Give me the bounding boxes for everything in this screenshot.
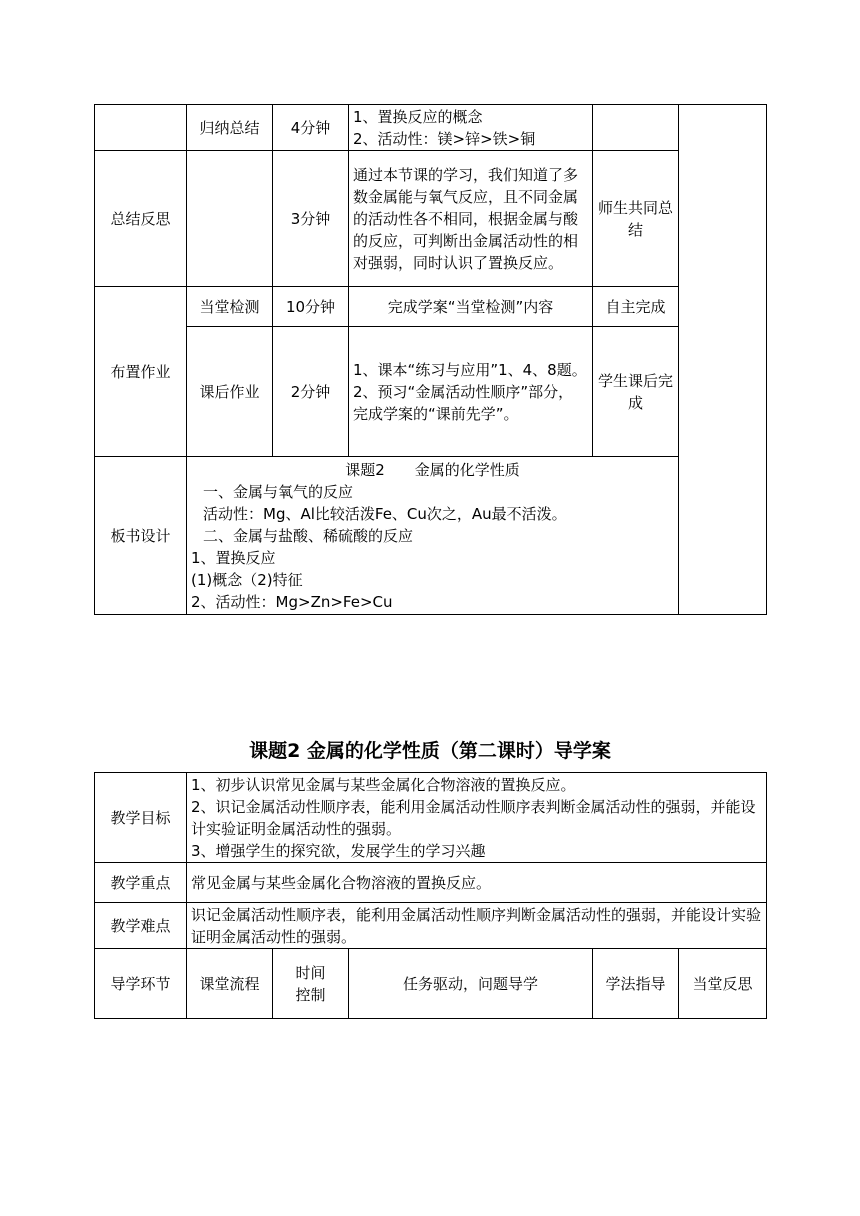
board-line: 1、置换反应 xyxy=(191,548,276,567)
difficulty-label: 教学难点 xyxy=(95,903,187,949)
time-cell: 3分钟 xyxy=(273,151,349,287)
header-cell: 学法指导 xyxy=(593,949,679,1019)
content-cell xyxy=(349,327,593,457)
table-cell xyxy=(95,105,187,151)
stage-cell: 归纳总结 xyxy=(187,105,273,151)
table-row xyxy=(95,457,767,615)
table-cell xyxy=(187,151,273,287)
board-line: (1)概念（2)特征 xyxy=(191,570,303,589)
board-line: 活动性：Mg、Al比较活泼Fe、Cu次之，Au最不活泼。 xyxy=(203,504,567,523)
board-line: 一、金属与氧气的反应 xyxy=(203,482,354,501)
content-text: 通过本节课的学习，我们知道了多数金属能与氧气反应，且不同金属的活动性各不相同，根据金属与酸的反应，可判断出金属活动性的相对强弱，同时认识了置换反应。 xyxy=(353,165,579,272)
content-cell: 完成学案“当堂检测”内容 xyxy=(349,287,593,327)
table-row xyxy=(95,151,767,287)
content-line: 2、预习“金属活动性顺序”部分，完成学案的“课前先学”。 xyxy=(353,382,574,423)
header-cell: 课堂流程 xyxy=(187,949,273,1019)
time-cell: 2分钟 xyxy=(273,327,349,457)
table-row xyxy=(95,949,767,1019)
board-design-cell xyxy=(187,457,679,615)
goal-line: 2、识记金属活动性顺序表，能利用金属活动性顺序表判断金属活动性的强弱，并能设计实验证明金属活动性的强弱。 xyxy=(191,797,756,838)
table-row xyxy=(95,773,767,863)
method-cell: 自主完成 xyxy=(593,287,679,327)
time-cell: 4分钟 xyxy=(273,105,349,151)
key-label: 教学重点 xyxy=(95,863,187,903)
lesson-plan-table-2 xyxy=(94,772,767,1019)
goal-line: 3、增强学生的探究欲，发展学生的学习兴趣 xyxy=(191,841,486,860)
content-line: 1、置换反应的概念 xyxy=(353,107,483,126)
difficulty-cell: 识记金属活动性顺序表，能利用金属活动性顺序判断金属活动性的强弱，并能设计实验证明金属活动性的强弱。 xyxy=(187,903,767,949)
content-line: 2、活动性：镁>锌>铁>铜 xyxy=(353,129,536,148)
section-label: 板书设计 xyxy=(95,457,187,615)
stage-cell: 当堂检测 xyxy=(187,287,273,327)
lesson-plan-table-1 xyxy=(94,104,767,615)
goals-label: 教学目标 xyxy=(95,773,187,863)
table-row xyxy=(95,287,767,327)
table-row xyxy=(95,105,767,151)
stage-cell: 课后作业 xyxy=(187,327,273,457)
content-cell xyxy=(349,151,593,287)
content-line: 1、课本“练习与应用”1、4、8题。 xyxy=(353,360,587,379)
page-title: 课题2 金属的化学性质（第二课时）导学案 xyxy=(249,740,611,762)
board-line: 2、活动性：Mg>Zn>Fe>Cu xyxy=(191,592,393,611)
table-row xyxy=(95,903,767,949)
goals-cell xyxy=(187,773,767,863)
table-row xyxy=(95,863,767,903)
key-cell: 常见金属与某些金属化合物溶液的置换反应。 xyxy=(187,863,767,903)
header-cell: 当堂反思 xyxy=(679,949,767,1019)
method-cell: 学生课后完成 xyxy=(593,327,679,457)
reflection-cell xyxy=(679,105,767,615)
header-cell: 任务驱动，问题导学 xyxy=(349,949,593,1019)
board-title: 课题2 金属的化学性质 xyxy=(345,460,520,479)
table-row xyxy=(95,327,767,457)
content-cell xyxy=(349,105,593,151)
method-cell: 师生共同总结 xyxy=(593,151,679,287)
time-cell: 10分钟 xyxy=(273,287,349,327)
header-cell: 时间控制 xyxy=(273,949,349,1019)
goal-line: 1、初步认识常见金属与某些金属化合物溶液的置换反应。 xyxy=(191,775,576,794)
section-label: 布置作业 xyxy=(95,287,187,457)
table-cell xyxy=(593,105,679,151)
header-cell: 导学环节 xyxy=(95,949,187,1019)
section-label: 总结反思 xyxy=(95,151,187,287)
board-line: 二、金属与盐酸、稀硫酸的反应 xyxy=(203,526,414,545)
